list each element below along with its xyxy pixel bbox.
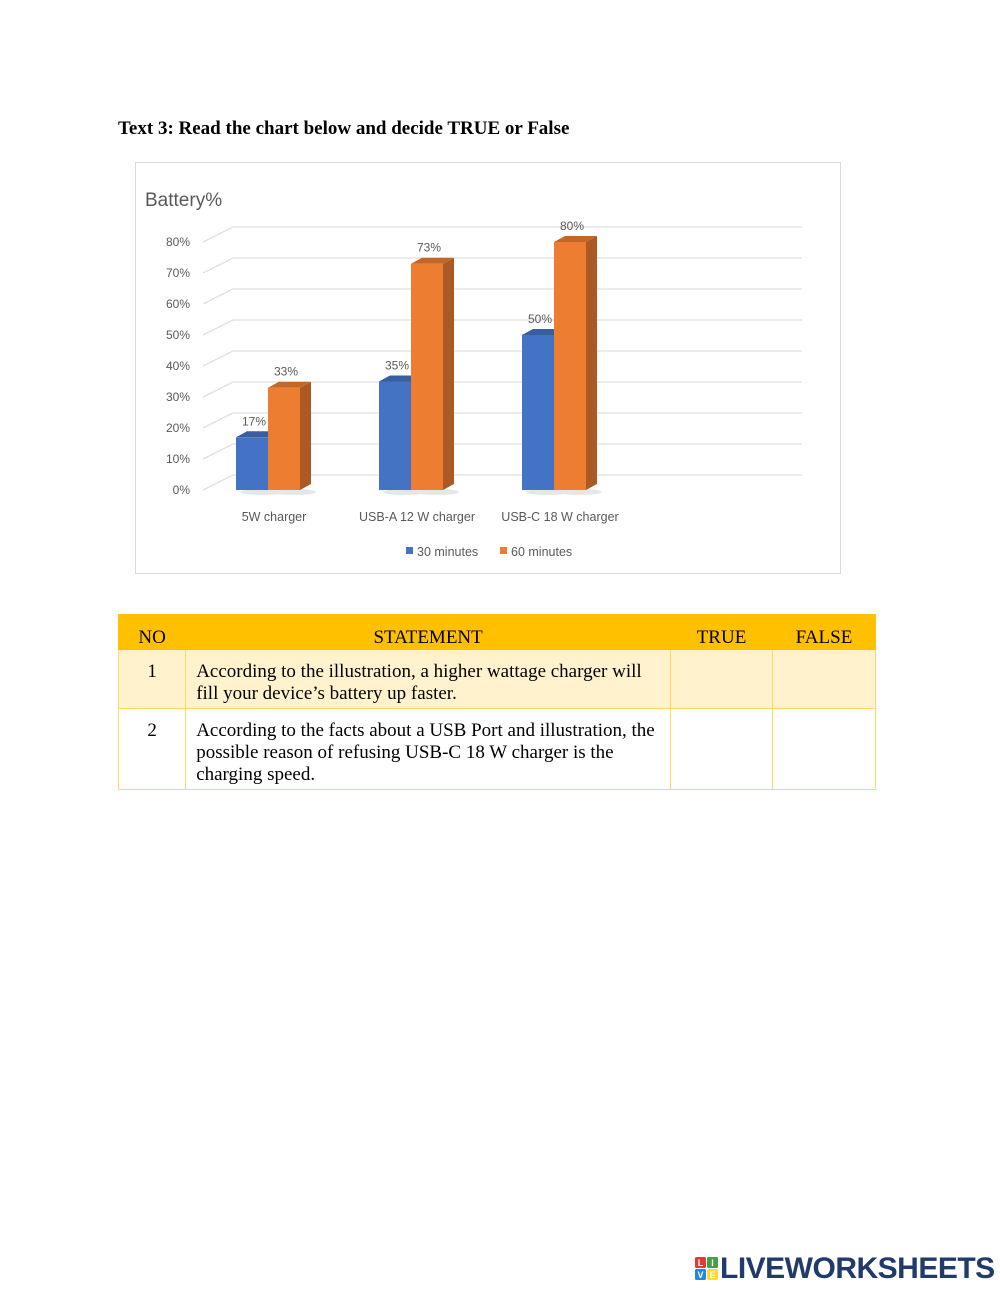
battery-chart <box>135 162 841 574</box>
y-tick-label: 50% <box>165 328 190 342</box>
legend-swatch <box>406 547 413 554</box>
gridline-side <box>203 413 233 428</box>
liveworksheets-logo-icon <box>694 1256 720 1282</box>
row-number: 1 <box>119 650 186 709</box>
bar <box>522 335 554 490</box>
y-tick-label: 40% <box>165 359 190 373</box>
table-row <box>119 650 876 709</box>
data-label: 35% <box>384 358 410 373</box>
brand-logo <box>694 1254 995 1284</box>
legend-label: 30 minutes <box>417 545 479 559</box>
header-statement: STATEMENT <box>186 615 671 650</box>
bar <box>411 264 443 490</box>
chart-svg <box>136 163 842 575</box>
bar <box>268 388 300 490</box>
true-answer-cell[interactable] <box>671 650 773 709</box>
data-label: 17% <box>241 414 267 429</box>
row-statement: According to the illustration, a higher wattage charger will fill your device’s battery up faster. <box>186 650 671 709</box>
gridline-side <box>203 289 233 304</box>
bar <box>554 242 586 490</box>
gridline-side <box>203 227 233 242</box>
y-tick-label: 20% <box>165 421 190 435</box>
false-answer-cell[interactable] <box>772 709 875 790</box>
true-answer-cell[interactable] <box>671 709 773 790</box>
gridline-side <box>203 382 233 397</box>
brand-name: LIVEWORKSHEETS <box>720 1252 995 1285</box>
y-tick-label: 10% <box>165 452 190 466</box>
chart-title: Battery% <box>145 190 223 211</box>
logo-letter: L <box>697 1257 704 1268</box>
legend-label: 60 minutes <box>511 545 573 559</box>
header-true: TRUE <box>671 615 773 650</box>
row-statement: According to the facts about a USB Port and illustration, the possible reason of refusing USB-C 18 W charger is the charging speed. <box>186 709 671 790</box>
bar-side <box>300 382 311 490</box>
logo-letter: E <box>709 1269 716 1280</box>
gridline-side <box>203 475 233 490</box>
gridline-side <box>203 320 233 335</box>
data-label: 50% <box>527 312 553 326</box>
data-label: 73% <box>416 240 442 255</box>
table-header-row <box>119 615 876 650</box>
table-row <box>119 709 876 790</box>
bar-side <box>586 236 597 490</box>
header-false: FALSE <box>772 615 875 650</box>
gridline-side <box>203 444 233 459</box>
y-tick-label: 80% <box>165 235 190 249</box>
header-no: NO <box>119 615 186 650</box>
logo-letter: I <box>711 1257 714 1268</box>
y-tick-label: 30% <box>165 390 190 404</box>
legend-swatch <box>500 547 507 554</box>
gridline-side <box>203 258 233 273</box>
page-heading: Text 3: Read the chart below and decide TRUE or False <box>118 118 570 139</box>
logo-letter: V <box>697 1269 704 1280</box>
bar <box>236 437 268 490</box>
row-number: 2 <box>119 709 186 790</box>
false-answer-cell[interactable] <box>772 650 875 709</box>
data-label: 80% <box>559 219 585 233</box>
gridline-side <box>203 351 233 366</box>
x-category-label: USB-C 18 W charger <box>501 510 619 524</box>
data-label: 33% <box>273 364 299 379</box>
y-tick-label: 60% <box>165 297 190 311</box>
x-category-label: USB-A 12 W charger <box>358 510 476 524</box>
bar <box>379 382 411 491</box>
y-tick-label: 0% <box>172 483 190 497</box>
y-tick-label: 70% <box>165 266 190 280</box>
x-category-label: 5W charger <box>241 510 307 524</box>
bar-side <box>443 258 454 490</box>
statement-table <box>118 614 876 790</box>
